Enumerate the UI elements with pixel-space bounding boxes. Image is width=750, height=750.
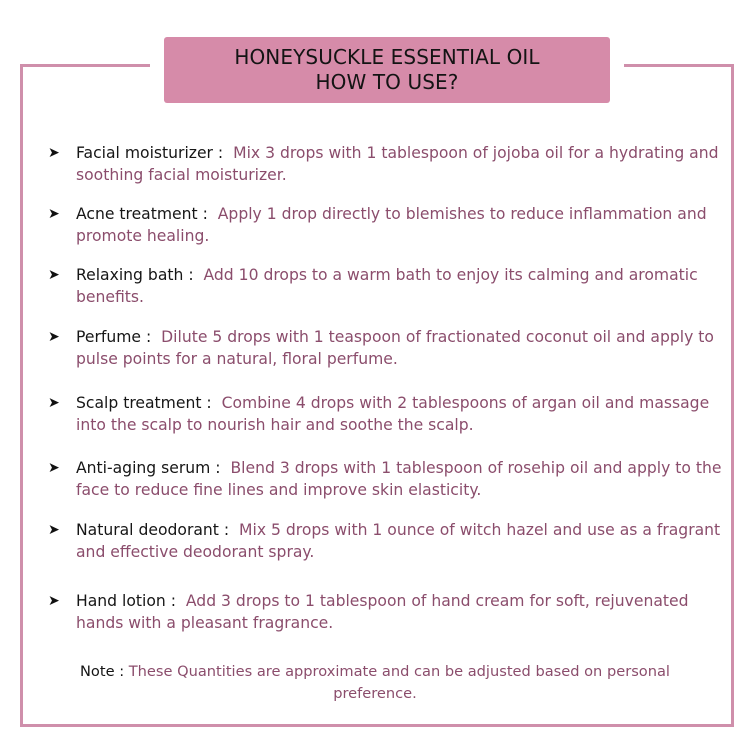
arrow-bullet-icon: ➤ bbox=[48, 460, 60, 476]
item-text: Apply 1 drop directly to blemishes to reduce inflammation and promote healing. bbox=[76, 205, 707, 245]
arrow-bullet-icon: ➤ bbox=[48, 395, 60, 411]
title-line-2: HOW TO USE? bbox=[315, 70, 459, 94]
item-label: Scalp treatment : bbox=[76, 394, 212, 412]
item-label: Acne treatment : bbox=[76, 205, 208, 223]
arrow-bullet-icon: ➤ bbox=[48, 522, 60, 538]
item-label: Facial moisturizer : bbox=[76, 144, 224, 162]
item-text: Combine 4 drops with 2 tablespoons of argan oil and massage into the scalp to nourish hair and soothe the scalp. bbox=[76, 394, 710, 434]
arrow-bullet-icon: ➤ bbox=[48, 593, 60, 609]
item-label: Hand lotion : bbox=[76, 592, 176, 610]
item-label: Natural deodorant : bbox=[76, 521, 230, 539]
note-text: These Quantities are approximate and can be adjusted based on personal preference. bbox=[128, 663, 670, 702]
item-label: Anti-aging serum : bbox=[76, 459, 221, 477]
item-text: Mix 3 drops with 1 tablespoon of jojoba oil for a hydrating and soothing facial moisturizer. bbox=[76, 144, 719, 184]
arrow-bullet-icon: ➤ bbox=[48, 206, 60, 222]
arrow-bullet-icon: ➤ bbox=[48, 329, 60, 345]
item-text: Dilute 5 drops with 1 teaspoon of fractionated coconut oil and apply to pulse points for a natural, floral perfume. bbox=[76, 328, 714, 368]
note-label: Note : bbox=[80, 663, 125, 680]
item-text: Mix 5 drops with 1 ounce of witch hazel and use as a fragrant and effective deodorant spray. bbox=[76, 521, 721, 561]
item-label: Perfume : bbox=[76, 328, 152, 346]
item-text: Add 10 drops to a warm bath to enjoy its calming and aromatic benefits. bbox=[76, 266, 698, 306]
arrow-bullet-icon: ➤ bbox=[48, 145, 60, 161]
item-text: Add 3 drops to 1 tablespoon of hand cream for soft, rejuvenated hands with a pleasant fragrance. bbox=[76, 592, 689, 632]
title-line-1: HONEYSUCKLE ESSENTIAL OIL bbox=[234, 45, 540, 69]
item-label: Relaxing bath : bbox=[76, 266, 194, 284]
item-text: Blend 3 drops with 1 tablespoon of rosehip oil and apply to the face to reduce fine lines and improve skin elasticity. bbox=[76, 459, 722, 499]
title-banner bbox=[164, 37, 610, 103]
note bbox=[60, 661, 690, 705]
arrow-bullet-icon: ➤ bbox=[48, 267, 60, 283]
